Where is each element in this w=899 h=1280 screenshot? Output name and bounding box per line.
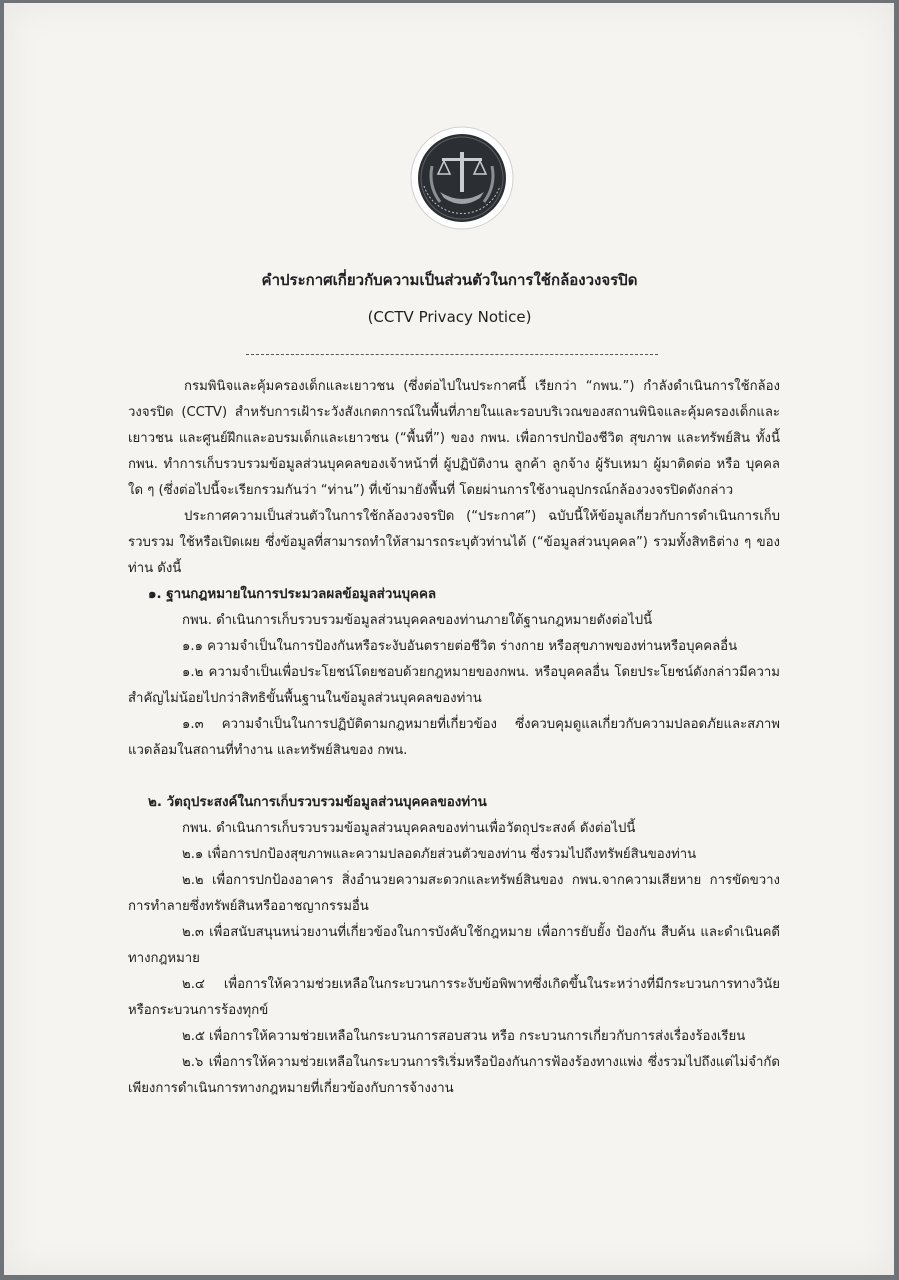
notice-subtitle: (CCTV Privacy Notice) (367, 308, 532, 326)
section-lead: กพน. ดำเนินการเก็บรวบรวมข้อมูลส่วนบุคคลของท่านเพื่อวัตถุประสงค์ ดังต่อไปนี้ (182, 821, 636, 836)
intro-paragraph: ประกาศความเป็นส่วนตัวในการใช้กล้องวงจรปิด (“ประกาศ”) ฉบับนี้ให้ข้อมูลเกี่ยวกับการดำเนินการเก็บรวบรวม ใช้หรือเปิดเผย ซึ่งข้อมูลที่สามารถทำให้สามารถระบุตัวท่านได้ (“ข้อมูลส่วนบุคคล”) รวมทั้งสิทธิต่าง ๆ ของท่าน ดังนี้ (128, 509, 780, 576)
list-item: ๑.๓ ความจำเป็นในการปฏิบัติตามกฎหมายที่เกี่ยวข้อง ซึ่งควบคุมดูแลเกี่ยวกับความปลอดภัยและสภาพแวดล้อมในสถานที่ทำงาน และทรัพย์สินของ กพน. (128, 717, 780, 758)
list-item: ๒.๖ เพื่อการให้ความช่วยเหลือในกระบวนการริเริ่มหรือป้องกันการฟ้องร้องทางแพ่ง ซึ่งรวมไปถึงแต่ไม่จำกัดเพียงการดำเนินการทางกฎหมายที่เกี่ยวข้องกับการจ้างงาน (128, 1055, 780, 1096)
department-seal-logo (410, 126, 514, 230)
list-item: ๒.๒ เพื่อการปกป้องอาคาร สิ่งอำนวยความสะดวกและทรัพย์สินของ กพน.จากความเสียหาย การขัดขวาง การทำลายซึ่งทรัพย์สินหรืออาชญากรรมอื่น (128, 873, 780, 914)
notice-title: คำประกาศเกี่ยวกับความเป็นส่วนตัวในการใช้กล้องวงจรปิด (261, 271, 638, 289)
section-heading: ๒. วัตถุประสงค์ในการเก็บรวบรวมข้อมูลส่วนบุคคลของท่าน (148, 795, 487, 810)
section-heading: ๑. ฐานกฎหมายในการประมวลผลข้อมูลส่วนบุคคล (148, 587, 437, 602)
list-item: ๒.๓ เพื่อสนับสนุนหน่วยงานที่เกี่ยวข้องในการบังคับใช้กฎหมาย เพื่อการยับยั้ง ป้องกัน สืบค้น และดำเนินคดีทางกฎหมาย (128, 925, 780, 966)
list-item: ๒.๕ เพื่อการให้ความช่วยเหลือในกระบวนการสอบสวน หรือ กระบวนการเกี่ยวกับการส่งเรื่องร้องเรียน (182, 1029, 746, 1044)
intro-paragraph: กรมพินิจและคุ้มครองเด็กและเยาวชน (ซึ่งต่อไปในประกาศนี้ เรียกว่า “กพน.”) กำลังดำเนินการใช้กล้องวงจรปิด (CCTV) สำหรับการเฝ้าระวังสังเกตการณ์ในพื้นที่ภายในและรอบบริเวณของสถานพินิจและคุ้มครองเด็กและเยาวชน และศูนย์ฝึกและอบรมเด็กและเยาวชน (“พื้นที่”) ของ กพน. เพื่อการปกป้องชีวิต สุขภาพ และทรัพย์สิน ทั้งนี้ กพน. ทำการเก็บรวบรวมข้อมูลส่วนบุคคลของเจ้าหน้าที่ ผู้ปฏิบัติงาน ลูกค้า ลูกจ้าง ผู้รับเหมา ผู้มาติดต่อ หรือ บุคคลใด ๆ (ซึ่งต่อไปนี้จะเรียกรวมกันว่า “ท่าน”) ที่เข้ามายังพื้นที่ โดยผ่านการใช้งานอุปกรณ์กล้องวงจรปิดดังกล่าว (128, 379, 780, 498)
list-item: ๑.๒ ความจำเป็นเพื่อประโยชน์โดยชอบด้วยกฎหมายของกพน. หรือบุคคลอื่น โดยประโยชน์ดังกล่าวมีความสำคัญไม่น้อยไปกว่าสิทธิขั้นพื้นฐานในข้อมูลส่วนบุคคลของท่าน (128, 665, 780, 706)
section-lead: กพน. ดำเนินการเก็บรวบรวมข้อมูลส่วนบุคคลของท่านภายใต้ฐานกฎหมายดังต่อไปนี้ (182, 613, 653, 628)
dashed-divider (246, 354, 658, 355)
notice-body (128, 374, 780, 1102)
list-item: ๑.๑ ความจำเป็นในการป้องกันหรือระงับอันตรายต่อชีวิต ร่างกาย หรือสุขภาพของท่านหรือบุคคลอื่น (182, 639, 738, 654)
list-item: ๒.๑ เพื่อการปกป้องสุขภาพและความปลอดภัยส่วนตัวของท่าน ซึ่งรวมไปถึงทรัพย์สินของท่าน (182, 847, 697, 862)
list-item: ๒.๔ เพื่อการให้ความช่วยเหลือในกระบวนการระงับข้อพิพาทซึ่งเกิดขึ้นในระหว่างที่มีกระบวนการทางวินัยหรือกระบวนการร้องทุกข์ (128, 977, 780, 1018)
